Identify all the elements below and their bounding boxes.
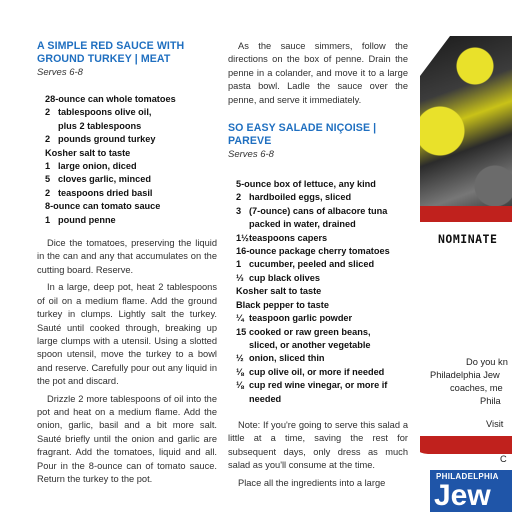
ingredient-item [45, 106, 217, 119]
ingredient-item [236, 178, 408, 191]
recipe-column-left [37, 0, 217, 486]
ingredient-quantity: 5 [45, 174, 51, 185]
ingredient-text: cloves garlic, minced [58, 174, 151, 185]
ingredient-quantity: 15 [236, 326, 247, 337]
ingredient-text: teaspoon garlic powder [249, 313, 353, 324]
ingredient-text: cucumber, peeled and sliced [249, 259, 375, 270]
ingredient-quantity: 2 [45, 187, 51, 198]
ingredient-item [45, 173, 217, 186]
ingredient-quantity: 1 [45, 161, 51, 172]
ingredient-text: hardboiled eggs, sliced [249, 192, 352, 203]
instruction-paragraph: Dice the tomatoes, preserving the liquid in the can and any that accumulates on the cutting board. Reserve. [37, 238, 217, 275]
ingredient-item [236, 285, 408, 298]
ingredient-quantity: 2 [236, 192, 242, 203]
ingredient-text: teaspoons capers [249, 232, 328, 243]
ingredient-text: needed [249, 393, 282, 404]
ingredient-text: 8-ounce can tomato sauce [45, 201, 161, 212]
ingredient-quantity: 3 [236, 205, 242, 216]
ingredient-text: Kosher salt to taste [45, 147, 131, 158]
ingredient-text: Kosher salt to taste [236, 286, 322, 297]
ad-line: Phila [480, 396, 501, 406]
recipe-column-right [228, 0, 408, 490]
ingredient-item [45, 160, 217, 173]
ingredient-list [228, 178, 408, 406]
ingredient-text: teaspoons dried basil [58, 187, 153, 198]
ingredient-quantity: ⅛ [236, 380, 244, 391]
instructions-continued: As the sauce simmers, follow the directions on the box of penne. Drain the penne in a colander, and move it to a large pasta bowl. Ladle the sauce over the penne, and serve it immediately. [228, 41, 408, 105]
ingredient-quantity: ¼ [236, 313, 244, 324]
ingredient-quantity: ⅓ [236, 272, 244, 283]
ingredient-text: pounds ground turkey [58, 134, 156, 145]
recipe-serves: Serves 6-8 [228, 149, 274, 161]
corner-shape [420, 36, 450, 76]
instruction-paragraph: Note: If you're going to serve this salad a little at a time, saving the rest for subsequent days, only dress as much salad as you'll consume at the time. [228, 419, 408, 471]
ingredient-item [236, 218, 408, 231]
ingredient-text: onion, sliced thin [249, 353, 325, 364]
ingredient-item [45, 120, 217, 133]
ad-headline: NOMINATE [438, 232, 498, 246]
ingredient-text: 28-ounce can whole tomatoes [45, 94, 176, 104]
ingredient-item [236, 205, 408, 218]
ingredient-text: cup olive oil, or more if needed [249, 366, 385, 377]
ingredient-item [236, 352, 408, 365]
ingredient-item [45, 200, 217, 213]
ingredient-text: tablespoons olive oil, [58, 107, 152, 118]
ingredient-item [236, 258, 408, 271]
logo-small-text: PHILADELPHIA [436, 472, 499, 481]
ingredient-text: Black pepper to taste [236, 299, 329, 310]
ad-line: Visit [486, 419, 504, 429]
ad-line: Philadelphia Jew [430, 370, 500, 380]
ingredient-quantity: 1 [236, 259, 242, 270]
ad-line: coaches, me [450, 383, 503, 393]
ad-red-wave [420, 436, 512, 454]
ingredient-item [236, 379, 408, 392]
recipe-serves: Serves 6-8 [37, 67, 83, 78]
ad-line: C [500, 454, 507, 464]
ingredient-item [236, 366, 408, 379]
ingredient-item [236, 326, 408, 339]
ingredient-item [45, 133, 217, 146]
ingredient-text: cooked or raw green beans, [249, 326, 371, 337]
advertisement[interactable] [420, 36, 512, 512]
instruction-paragraph: Drizzle 2 more tablespoons of oil into the pot and heat on a medium flame. Add the onion, garlic, basil and a bit more salt. Sauté briefly until the onion and garlic are fragrant. Add the tomatoes, liquid and all. Pour in the 8-ounce can of tomato sauce. Return the turkey to the pot. [37, 393, 217, 484]
ingredient-item [45, 187, 217, 200]
ingredient-text: cup red wine vinegar, or more if [249, 380, 388, 391]
ingredient-text: pound penne [58, 214, 116, 225]
ingredient-quantity: ½ [236, 353, 244, 364]
ingredient-quantity: ⅛ [236, 366, 244, 377]
publication-logo [430, 470, 512, 512]
ad-red-bar [420, 206, 512, 222]
ingredient-text: large onion, diced [58, 161, 137, 172]
ingredient-item [236, 299, 408, 312]
recipe-title: A SIMPLE RED SAUCE WITH GROUND TURKEY | MEAT [37, 40, 185, 65]
ingredient-item [236, 245, 408, 258]
ingredient-item [236, 312, 408, 325]
ingredient-item [236, 393, 408, 406]
ingredient-item [45, 93, 217, 106]
ingredient-text: packed in water, drained [249, 219, 356, 230]
ingredient-item [45, 214, 217, 227]
logo-big-text: Jew [434, 479, 491, 512]
recipe-title: SO EASY SALADE NIÇOISE | PAREVE [228, 122, 377, 148]
ingredient-quantity: 2 [45, 107, 51, 118]
ingredient-text: cup black olives [249, 272, 320, 283]
instruction-paragraph: Place all the ingredients into a large [238, 477, 386, 488]
instruction-paragraph: In a large, deep pot, heat 2 tablespoons of oil on a medium flame. Add the ground turkey in clumps. Lightly salt the turkey. Sauté until cooked through, breaking up large clumps with a utensil. Using a slotted spoon utensil, move the turkey to a bowl and reserve. Carefully pour out any liquid in the pot and discard. [37, 282, 217, 387]
ingredient-item [236, 339, 408, 352]
ingredient-text: 16-ounce package cherry tomatoes [236, 246, 390, 257]
ingredient-text: sliced, or another vegetable [249, 339, 371, 350]
ingredient-item [45, 147, 217, 160]
ingredient-item [236, 272, 408, 285]
instructions [228, 419, 408, 490]
ingredient-text: plus 2 tablespoons [58, 120, 142, 131]
ingredient-item [236, 191, 408, 204]
ad-line: Do you kn [466, 357, 508, 367]
ingredient-item [236, 232, 408, 245]
ingredient-text: (7-ounce) cans of albacore tuna [249, 205, 388, 216]
ingredient-quantity: 1½ [236, 232, 249, 243]
ingredient-list [37, 93, 217, 227]
ingredient-quantity: 2 [45, 134, 51, 145]
instructions [37, 237, 217, 486]
ingredient-text: 5-ounce box of lettuce, any kind [236, 179, 376, 190]
ingredient-quantity: 1 [45, 214, 51, 225]
